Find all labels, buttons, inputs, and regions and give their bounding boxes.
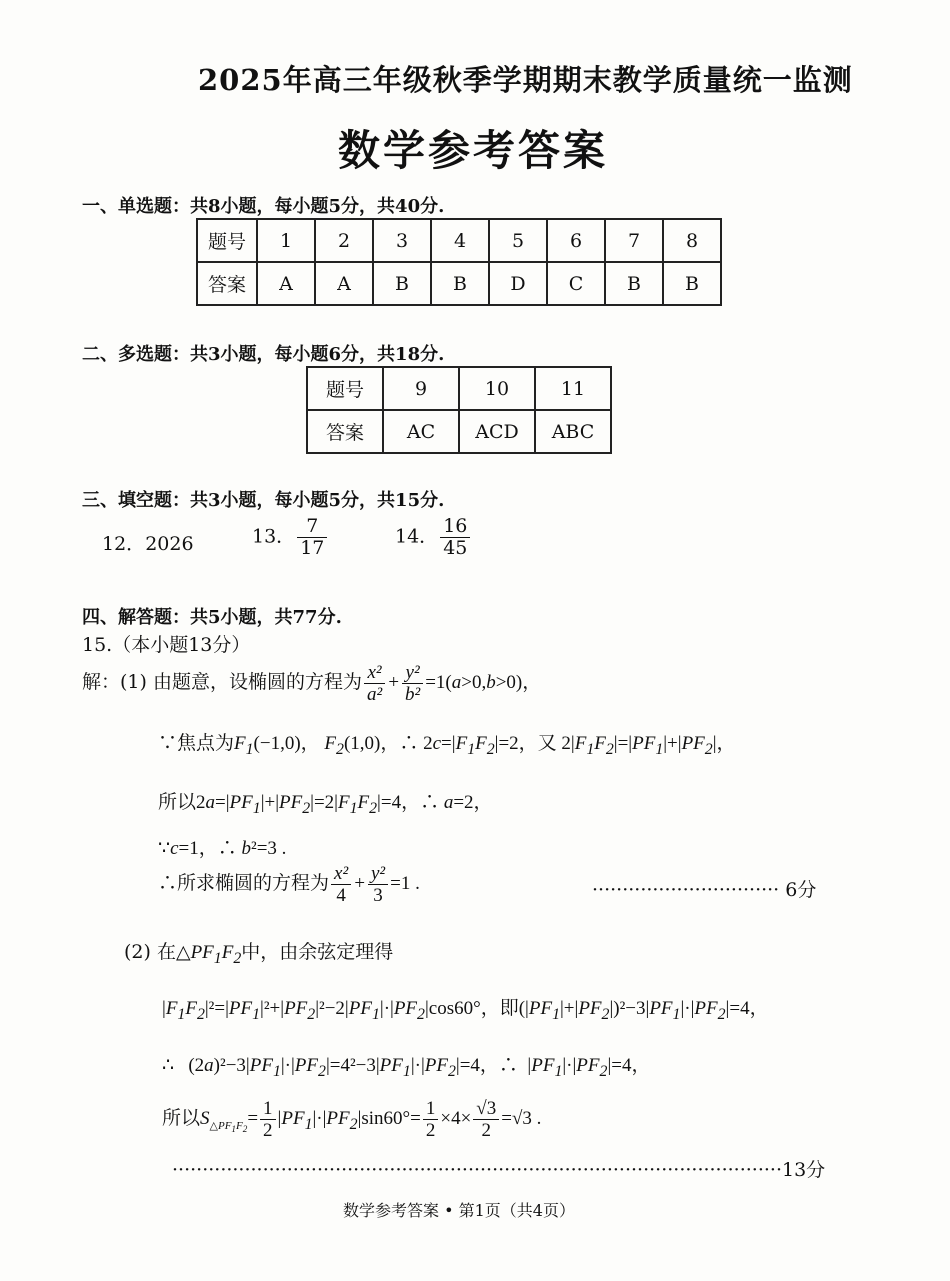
solution-line-1: 解：(1) 由题意，设椭圆的方程为 $\frac{\text{x²}}{\text{a²}}$ + $\frac{\text{y²}}{\text{b²}}$ =1(a>0,b>0)，: [82, 662, 542, 705]
answer-14: [395, 516, 472, 559]
table-cell: 8: [663, 219, 721, 262]
table-cell: 2: [315, 219, 373, 262]
score-6: 6分: [785, 879, 817, 901]
solution-line-6: $|F_1F_2|^2=|PF_1|^2+|PF_2|^2-2|PF_1|\cdot|PF_2|\cos 60^\circ$，即$(|PF_1|+|PF_2|)^2-3|PF_1|\cdot|PF_2|=4$，: [162, 997, 769, 1023]
numerator: 16: [440, 516, 470, 538]
solution-line-8: 所以$S_{\triangle PF_1F_2}=$ $\frac{1}{2}$ $|PF_1|\cdot|PF_2|\sin 60^\circ=$ $\frac{1}{2}$ ×4× $\frac{√3}{2}$ =√3 .: [162, 1098, 542, 1141]
question-15-title: 15.（本小题13分）: [82, 634, 251, 656]
ellipse-equation-label: ∴所求椭圆的方程为: [158, 871, 330, 894]
section-3-heading: 三、填空题：共3小题，每小题5分，共15分.: [82, 490, 445, 511]
table-cell: A: [315, 262, 373, 305]
answer-12-label: 12．: [102, 533, 146, 555]
section-1-heading: 一、单选题：共8小题，每小题5分，共40分.: [82, 196, 445, 217]
solution-line-4: ∵c=1，∴ b²=3 .: [158, 837, 287, 859]
score-13: 13分: [782, 1159, 826, 1181]
denominator: 45: [443, 537, 468, 559]
table-cell: 1: [257, 219, 315, 262]
table-cell: 7: [605, 219, 663, 262]
row-label-answer: 答案: [307, 410, 383, 453]
part-2-prefix: (2) 在△: [124, 941, 191, 963]
row-label-answer: 答案: [197, 262, 257, 305]
answer-14-label: 14．: [395, 525, 439, 548]
exam-title: 2025年高三年级秋季学期期末教学质量统一监测: [198, 63, 853, 97]
solution-line-2: ∵焦点为$F_1(-1,0)$， $F_2(1,0)$，∴ $2c=|F_1F_2|=2$，又 $2|F_1F_2|=|PF_1|+|PF_2|$，: [158, 732, 736, 758]
so-label-2: 所以: [162, 1106, 201, 1129]
table-cell: AC: [383, 410, 459, 453]
answer-12: [102, 529, 194, 556]
part-2-intro: (2) 在$\triangle PF_1F_2$中，由余弦定理得: [124, 941, 394, 967]
single-choice-answer-table: [196, 218, 722, 306]
row-label-question: 题号: [307, 367, 383, 410]
table-cell: ACD: [459, 410, 535, 453]
table-row: [197, 262, 721, 305]
score-6-line: ······························· 6分: [592, 879, 817, 901]
table-cell: B: [431, 262, 489, 305]
table-row: [307, 410, 611, 453]
table-cell: C: [547, 262, 605, 305]
namely-label: 即: [499, 997, 519, 1019]
because-c: ∵: [158, 837, 171, 859]
page-footer: 数学参考答案 • 第1页（共4页）: [343, 1201, 575, 1220]
solution-line-7: ∴ $(2a)^2-3|PF_1|\cdot|PF_2|=4^2-3|PF_1|\cdot|PF_2|=4$，∴ $|PF_1|\cdot|PF_2|=4$，: [162, 1055, 651, 1080]
multi-choice-answer-table: [306, 366, 612, 454]
score-13-line: ·····································································································13分: [172, 1159, 826, 1181]
answer-14-fraction: [440, 516, 470, 559]
table-cell: A: [257, 262, 315, 305]
table-cell: 10: [459, 367, 535, 410]
so-label-1: 所以: [158, 791, 197, 813]
table-cell: B: [663, 262, 721, 305]
table-row: [307, 367, 611, 410]
table-cell: ABC: [535, 410, 611, 453]
part-1-prefix: 解：(1) 由题意，设椭圆的方程为: [82, 670, 362, 693]
table-cell: D: [489, 262, 547, 305]
page-title: 数学参考答案: [338, 126, 609, 175]
denominator: 17: [300, 537, 325, 559]
table-cell: 11: [535, 367, 611, 410]
table-cell: B: [605, 262, 663, 305]
answer-13: [252, 516, 329, 559]
solution-line-5: ∴所求椭圆的方程为 $\frac{\text{x²}}{4}$ + $\frac{\text{y²}}{3}$ =1 .: [158, 863, 420, 906]
answer-13-fraction: [297, 516, 327, 559]
answer-12-value: 2026: [145, 533, 194, 555]
table-cell: 3: [373, 219, 431, 262]
table-cell: B: [373, 262, 431, 305]
solution-line-3: 所以$2a=|PF_1|+|PF_2|=2|F_1F_2|=4$，∴ a=2，: [158, 791, 493, 817]
because-focus: ∵焦点为: [158, 732, 235, 754]
table-cell: 5: [489, 219, 547, 262]
table-row: [197, 219, 721, 262]
row-label-question: 题号: [197, 219, 257, 262]
answer-13-label: 13．: [252, 525, 296, 548]
part-2-suffix: 中，由余弦定理得: [241, 941, 394, 963]
table-cell: 4: [431, 219, 489, 262]
table-cell: 6: [547, 219, 605, 262]
section-2-heading: 二、多选题：共3小题，每小题6分，共18分.: [82, 344, 445, 365]
table-cell: 9: [383, 367, 459, 410]
section-4-heading: 四、解答题：共5小题，共77分.: [82, 607, 342, 628]
numerator: 7: [297, 516, 327, 538]
